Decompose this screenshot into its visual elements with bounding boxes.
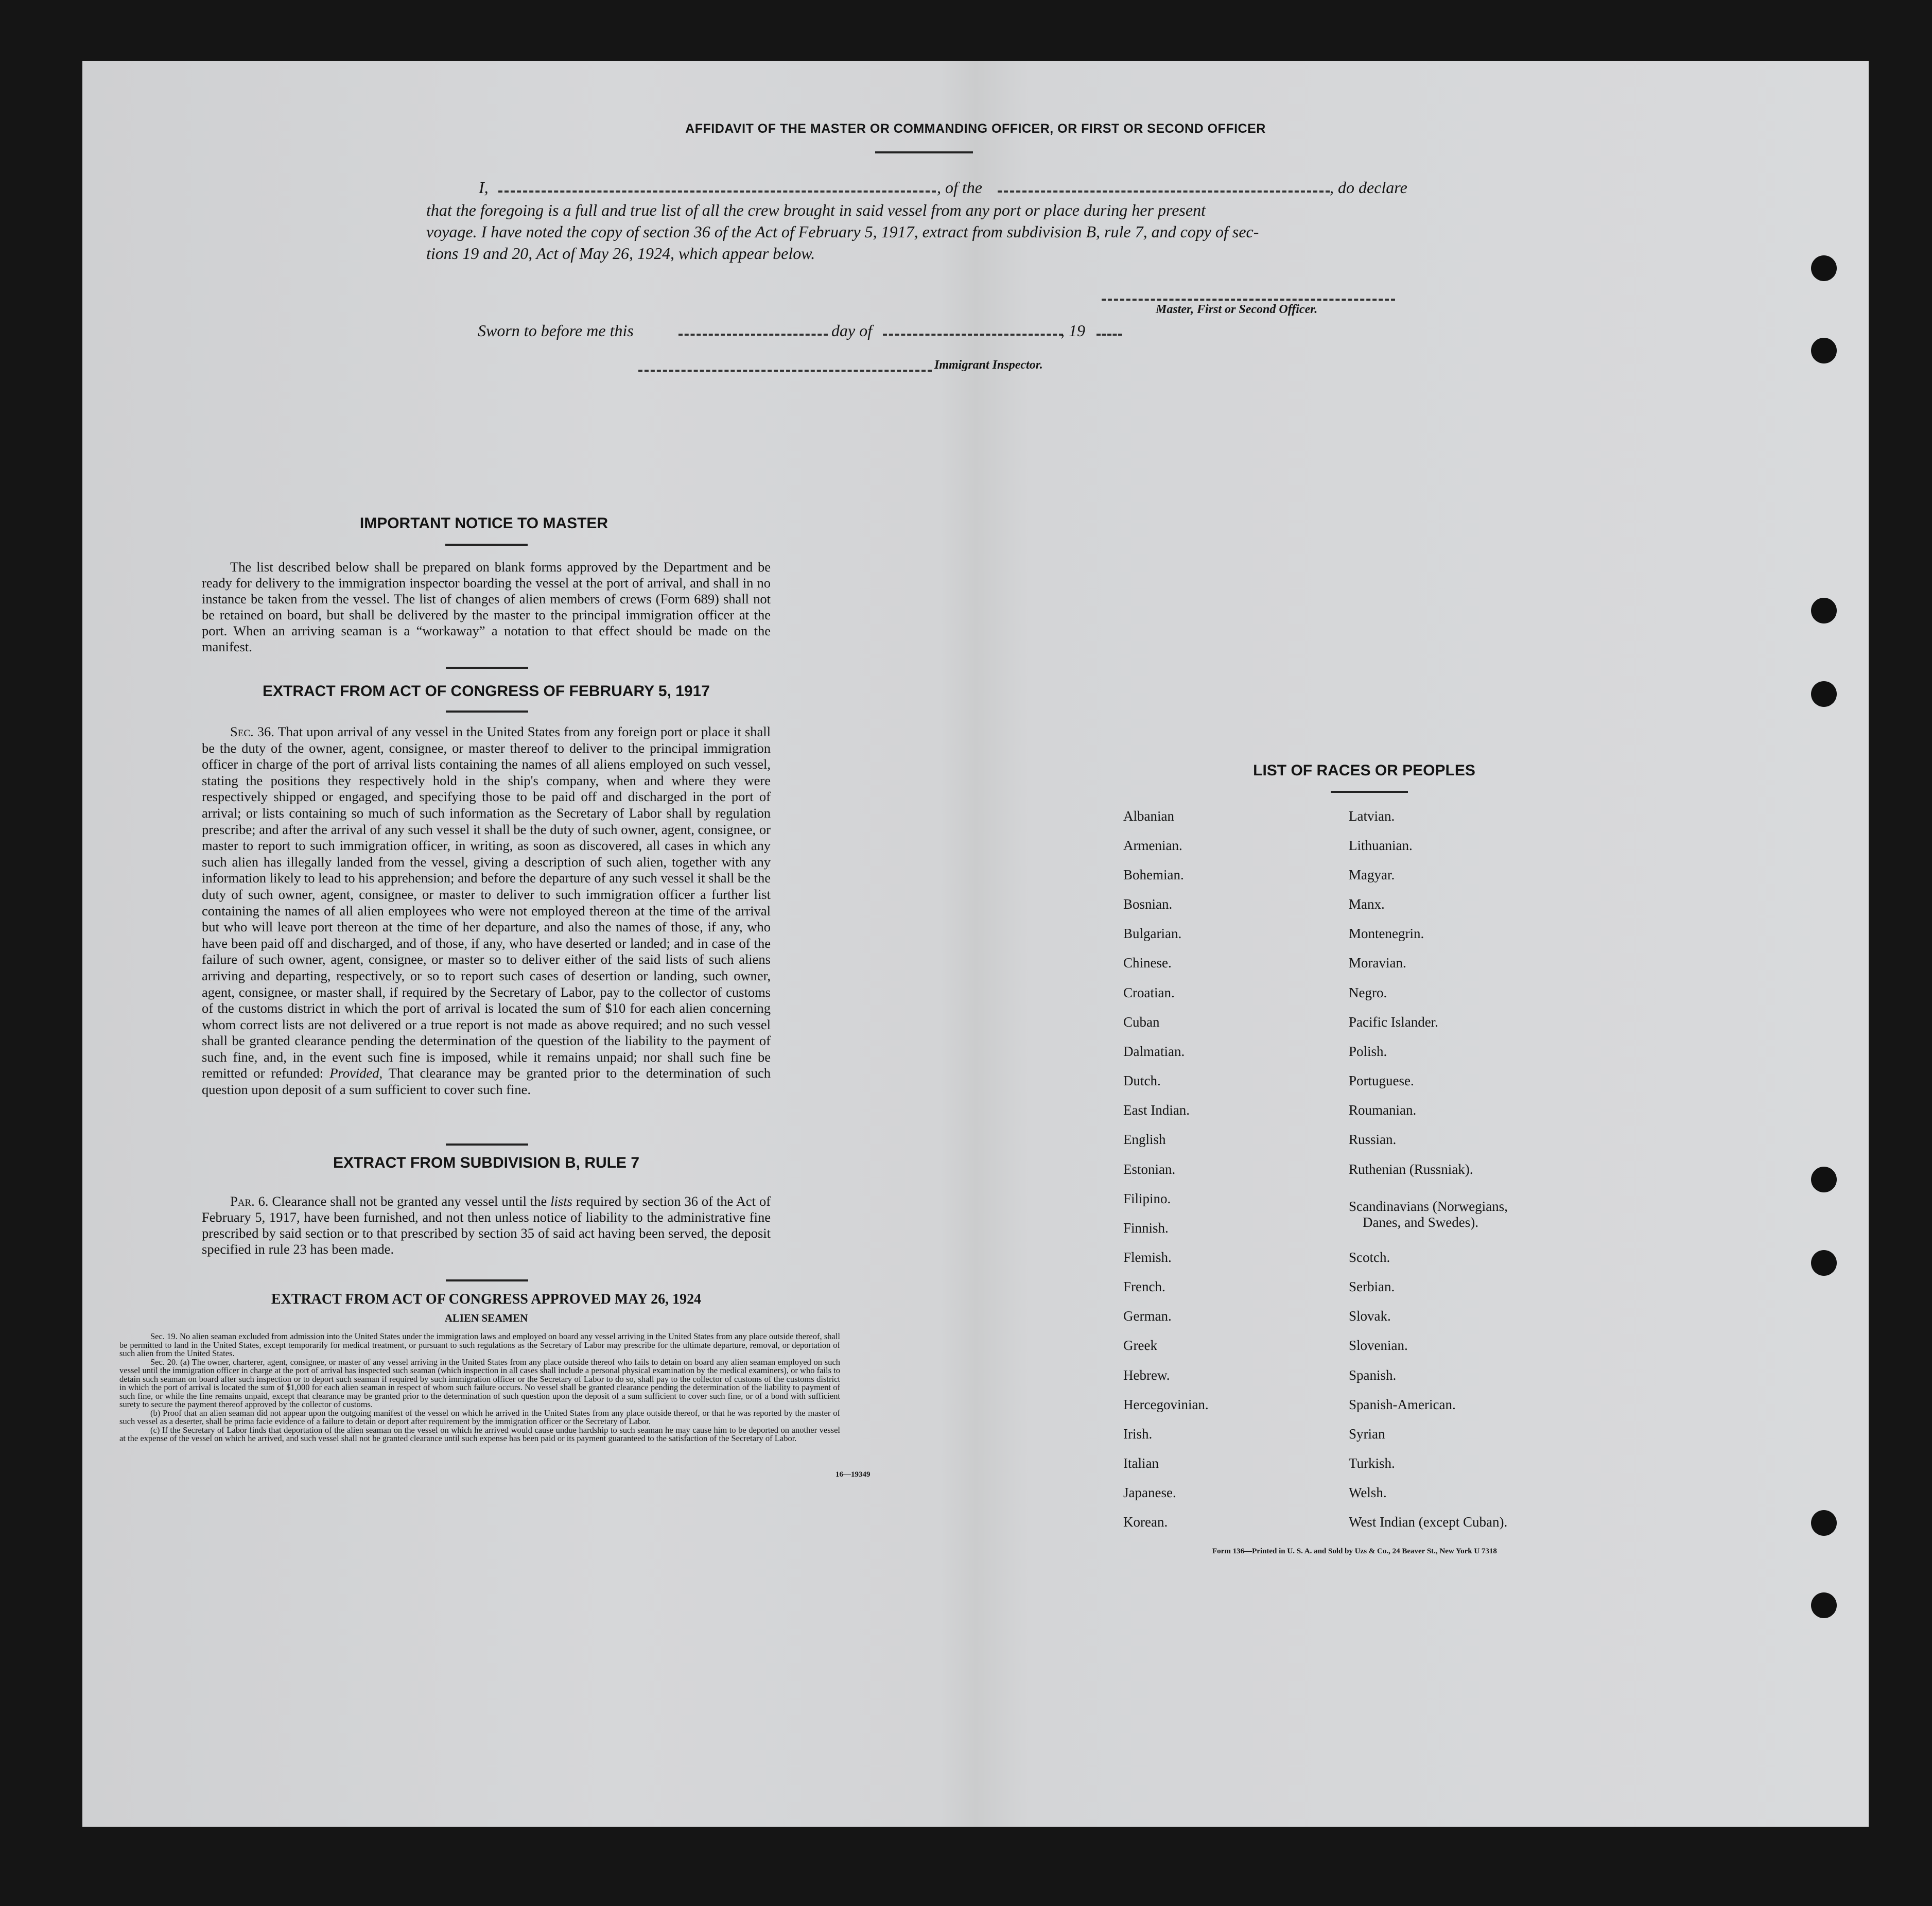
race-item: West Indian (except Cuban). [1349, 1514, 1508, 1530]
rule-7-body-b: required by section 36 of the Act of February 5, 1917, have been furnished, and not then unless notice of liability to the administrative fine prescribed by said section or to that prescribed by section 35 of said act having been served, the deposit specified in rule 23 has been made. [202, 1193, 771, 1257]
lists-word: lists [550, 1193, 572, 1209]
race-item: Portuguese. [1349, 1073, 1414, 1088]
punch-hole [1811, 1167, 1837, 1192]
race-item: Russian. [1349, 1132, 1397, 1147]
races-heading-rule [1331, 791, 1408, 793]
race-item: Latvian. [1349, 808, 1395, 824]
affidavit-line-2: that the foregoing is a full and true list of all the crew brought in said vessel from any port or place during her present [426, 201, 1206, 219]
race-item: Negro. [1349, 985, 1387, 1000]
race-item: Welsh. [1349, 1485, 1387, 1500]
race-item: Ruthenian (Russniak). [1349, 1162, 1473, 1177]
inspector-signature-label: Immigrant Inspector. [934, 358, 1043, 372]
master-signature-label: Master, First or Second Officer. [1156, 303, 1318, 316]
race-item: Spanish. [1349, 1367, 1397, 1383]
affidavit-do-declare: , do declare [1330, 178, 1407, 197]
punch-hole [1811, 255, 1837, 281]
race-item: Bohemian. [1123, 867, 1184, 882]
rule-7-heading: EXTRACT FROM SUBDIVISION B, RULE 7 [333, 1154, 640, 1171]
form-code: 16—19349 [836, 1470, 871, 1479]
punch-hole [1811, 338, 1837, 363]
printer-footer: Form 136—Printed in U. S. A. and Sold by Uzs & Co., 24 Beaver St., New York U 7318 [1212, 1547, 1497, 1555]
affidavit-of-the: , of the [937, 178, 982, 197]
punch-hole [1811, 1592, 1837, 1618]
rule-7-body-a: Clearance shall not be granted any vessel until the [272, 1193, 547, 1209]
notice-heading: IMPORTANT NOTICE TO MASTER [359, 515, 608, 532]
affidavit-line-4: tions 19 and 20, Act of May 26, 1924, which appear below. [426, 244, 815, 263]
punch-hole [1811, 598, 1837, 623]
section-divider [446, 667, 528, 669]
sworn-label: Sworn to before me this [478, 321, 634, 340]
race-item: Turkish. [1349, 1456, 1395, 1471]
punch-hole [1811, 1250, 1837, 1276]
affidavit-title: AFFIDAVIT OF THE MASTER OR COMMANDING OFFICER, OR FIRST OR SECOND OFFICER [685, 122, 1266, 136]
affidavit-i: I, [479, 178, 489, 197]
notice-body: The list described below shall be prepared on blank forms approved by the Department and be ready for delivery to the immigration inspector boarding the vessel at the port of arrival, and shall in no instance be taken from the vessel. The list of changes of alien members of crews (Form 689) shall not be retained on board, but shall be delivered by the master to the principal immigration officer at the port. When an arriving seaman is a “workaway” a notation to that effect should be made on the manifest. [202, 559, 771, 654]
alien-seamen-subheading: ALIEN SEAMEN [444, 1312, 528, 1324]
section-19-text: Sec. 19. No alien seaman excluded from admission into the United States under the immigration laws and employed on board any vessel arriving in the United States from any place outside thereof, shall be permitted to land in the United States, except temporarily for medical treatment, or pursuant to such regulations as the Secretary of Labor may prescribe for the ultimate departure, removal, or deportation of such alien from the United States. [119, 1331, 840, 1358]
notice-heading-rule [445, 544, 528, 546]
sworn-day-blank[interactable] [678, 334, 828, 336]
race-item: Danes, and Swedes). [1363, 1215, 1478, 1230]
master-signature-blank[interactable] [1102, 299, 1395, 301]
section-36-body: That upon arrival of any vessel in the United States from any foreign port or place it shall be the duty of the owner, agent, consignee, or master thereof to deliver to the principal immigration officer in charge of the port of arrival lists containing the names of all aliens employed on such vessel, stating the positions they respectively hold in the ship's company, when and where they were respectively shipped or engaged, and specifying those to be paid off and discharged in the port of arrival; or lists containing so much of such information as the Secretary of Labor shall by regulation prescribe; and after the arrival of any such vessel it shall be the duty of such owner, agent, consignee, or master to report to such immigration officer, in writing, as soon as discovered, all cases in which any such alien has illegally landed from the vessel, giving a description of such alien, together with any information likely to lead to his apprehension; and before the departure of any such vessel it shall be the duty of such owner, agent, consignee, or master to deliver to such immigration officer a further list containing the names of all alien employees who were not employed thereon at the time of the arrival but who will leave port thereon at the time of her departure, and also the names of those, if any, who have been paid off and discharged, and of those, if any, who have deserted or landed; and in case of the failure of such owner, agent, consignee, or master so to deliver either of the said lists of such aliens arriving and departing, respectively, or so to report such cases of desertion or landing, such owner, agent, consignee, or master shall, if required by the Secretary of Labor, pay to the collector of customs of the customs district in which the port of arrival is located the sum of $10 for each alien concerning whom correct lists are not delivered or a true report is not made as above required; and no such vessel shall be granted clearance pending the determination of the question of the liability to the payment of such fine, and, in the event such fine is imposed, while it remains unpaid; nor shall such fine be remitted or refunded: [202, 724, 771, 1081]
race-item: Chinese. [1123, 955, 1172, 971]
race-item: Croatian. [1123, 985, 1175, 1000]
race-item: German. [1123, 1308, 1172, 1324]
race-item: Spanish-American. [1349, 1397, 1456, 1412]
vessel-name-blank[interactable] [998, 190, 1330, 193]
race-item: Lithuanian. [1349, 838, 1413, 853]
race-item: Scandinavians (Norwegians, [1349, 1199, 1508, 1214]
section-36-tail: That clearance may be granted prior to the determination of such question upon deposit of a sum sufficient to cover such fine. [202, 1065, 771, 1098]
section-36-text [202, 724, 771, 1098]
day-of-label: day of [831, 321, 873, 340]
punch-hole [1811, 1510, 1837, 1536]
race-item: Japanese. [1123, 1485, 1176, 1500]
race-item: Irish. [1123, 1426, 1153, 1442]
form-page [82, 61, 1869, 1827]
race-item: Slovak. [1349, 1308, 1391, 1324]
race-item: Scotch. [1349, 1250, 1390, 1265]
race-item: Estonian. [1123, 1162, 1176, 1177]
race-item: East Indian. [1123, 1102, 1190, 1118]
race-item: French. [1123, 1279, 1165, 1294]
extract-1924-heading: EXTRACT FROM ACT OF CONGRESS APPROVED MAY 26, 1924 [271, 1291, 702, 1307]
race-item: Hercegovinian. [1123, 1397, 1209, 1412]
provided-word: Provided, [329, 1065, 383, 1081]
race-item: Albanian [1123, 808, 1174, 824]
race-item: Magyar. [1349, 867, 1395, 882]
race-item: Dalmatian. [1123, 1044, 1185, 1059]
race-item: Cuban [1123, 1014, 1160, 1030]
section-divider-3 [446, 1279, 528, 1281]
section-20b-text: (b) Proof that an alien seaman did not appear upon the outgoing manifest of the vessel on which he arrived in the United States from any place outside thereof, or that he was reported by the master of such vessel as a deserter, shall be prima facie evidence of a failure to detain or deport after requirement by the immigration officer or the Secretary of Labor. [119, 1408, 840, 1426]
race-item: Slovenian. [1349, 1338, 1408, 1353]
rule-7-text [202, 1193, 771, 1257]
section-20a-text: Sec. 20. (a) The owner, charterer, agent, consignee, or master of any vessel arriving in the United States from any place outside thereof who fails to detain on board any alien seaman employed on such vessel until the immigration officer in charge at the port of arrival has inspected such seaman (which inspection in all cases shall include a personal physical examination by the medical examiners), or who fails to detain such seaman on board after such inspection or to deport such seaman if required by such immigration officer or the Secretary of Labor to do so, shall pay to the collector of customs of the customs district in which the port of arrival is located the sum of $1,000 for each alien seaman in respect of whom such failure occurs. No vessel shall be granted clearance pending the determination of the liability to payment of such fine, or while the fine remains unpaid, except that clearance may be granted prior to the determination of such question upon the deposit of a sum sufficient to cover such fine, or of a bond with sufficient surety to secure the payment thereof approved by the collector of customs. [119, 1357, 840, 1409]
seamen-sections [119, 1332, 840, 1443]
race-item: Finnish. [1123, 1220, 1169, 1236]
punch-hole [1811, 681, 1837, 707]
race-item: Armenian. [1123, 838, 1182, 853]
race-item: Korean. [1123, 1514, 1168, 1530]
race-item: Hebrew. [1123, 1367, 1170, 1383]
extract-1917-rule [446, 711, 528, 713]
races-heading: LIST OF RACES OR PEOPLES [1253, 762, 1475, 779]
race-item: English [1123, 1132, 1166, 1147]
sworn-month-blank[interactable] [883, 334, 1063, 336]
race-item: Serbian. [1349, 1279, 1395, 1294]
year-blank[interactable] [1096, 334, 1122, 336]
declarant-name-blank[interactable] [498, 190, 936, 193]
race-item: Pacific Islander. [1349, 1014, 1438, 1030]
section-20c-text: (c) If the Secretary of Labor finds that deportation of the alien seaman on the vessel on which he arrived would cause undue hardship to such seaman he may cause him to be deported on another vessel at the expense of the vessel on which he arrived, and such vessel shall not be granted clearance until such expense has been paid or its payment guaranteed to the satisfaction of the Secretary of Labor. [119, 1425, 840, 1443]
race-item: Flemish. [1123, 1250, 1172, 1265]
title-underline [875, 151, 973, 153]
race-item: Bulgarian. [1123, 926, 1182, 941]
race-item: Greek [1123, 1338, 1157, 1353]
section-divider-2 [446, 1143, 528, 1146]
race-item: Bosnian. [1123, 896, 1173, 912]
inspector-signature-blank[interactable] [638, 370, 932, 372]
extract-1917-heading: EXTRACT FROM ACT OF CONGRESS OF FEBRUARY 5, 1917 [263, 683, 710, 700]
par-6-label: Par. 6. [230, 1193, 269, 1209]
race-item: Dutch. [1123, 1073, 1161, 1088]
race-item: Manx. [1349, 896, 1385, 912]
race-item: Italian [1123, 1456, 1159, 1471]
race-item: Filipino. [1123, 1191, 1171, 1206]
section-36-label: Sec. 36. [230, 724, 274, 739]
race-item: Montenegrin. [1349, 926, 1424, 941]
year-label: , 19 [1060, 321, 1085, 340]
race-item: Polish. [1349, 1044, 1387, 1059]
race-item: Syrian [1349, 1426, 1385, 1442]
race-item: Roumanian. [1349, 1102, 1417, 1118]
race-item: Moravian. [1349, 955, 1406, 971]
affidavit-line-3: voyage. I have noted the copy of section 36 of the Act of February 5, 1917, extract from subdivision B, rule 7, and copy of sec- [426, 222, 1259, 241]
